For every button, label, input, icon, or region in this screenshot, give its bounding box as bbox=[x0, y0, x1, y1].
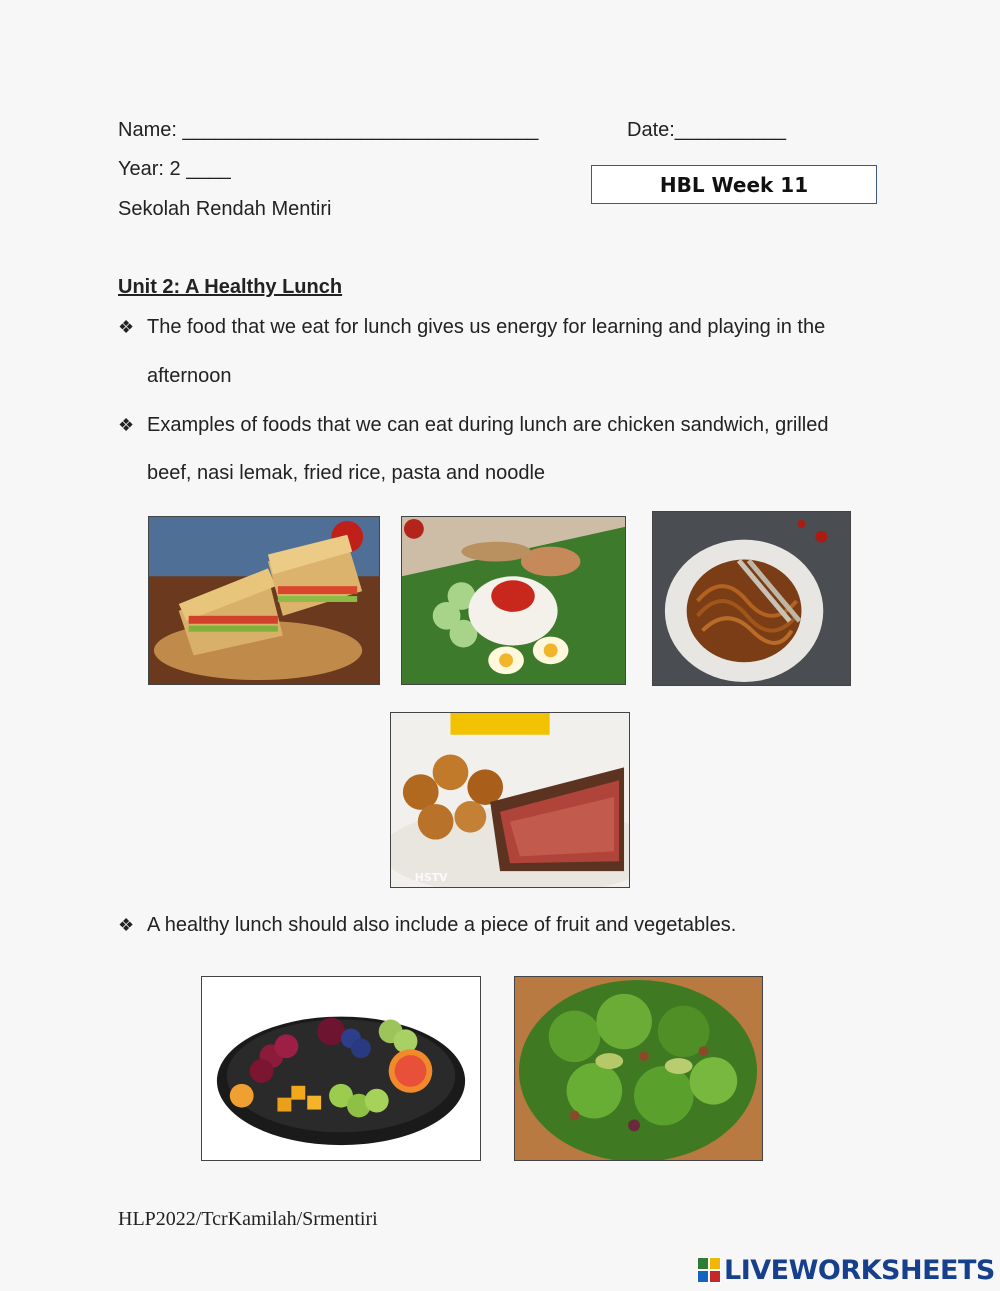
nasi-lemak-photo bbox=[401, 516, 626, 685]
week-box bbox=[591, 165, 877, 204]
bullet-icon: ❖ bbox=[118, 317, 135, 337]
liveworksheets-logo bbox=[697, 1252, 995, 1288]
noodle-photo bbox=[652, 511, 851, 686]
date-line: Date:__________ bbox=[627, 119, 787, 141]
footer-credit: HLP2022/TcrKamilah/Srmentiri bbox=[118, 1208, 378, 1230]
name-line: Name: ________________________________ bbox=[118, 119, 539, 141]
bullet-1-line-1: The food that we eat for lunch gives us energy for learning and playing in the bbox=[147, 316, 826, 338]
watermark-text: HSTV bbox=[414, 871, 448, 885]
chicken-sandwich-photo bbox=[148, 516, 380, 685]
bullet-icon: ❖ bbox=[118, 415, 135, 435]
salad-photo bbox=[514, 976, 763, 1161]
bullet-3-line-1: A healthy lunch should also include a piece of fruit and vegetables. bbox=[147, 914, 737, 936]
year-line: Year: 2 ____ bbox=[118, 158, 231, 180]
unit-title: Unit 2: A Healthy Lunch bbox=[118, 276, 343, 298]
fruit-platter-photo bbox=[201, 976, 481, 1161]
school-name: Sekolah Rendah Mentiri bbox=[118, 198, 332, 220]
brand-name: LIVEWORKSHEETS bbox=[724, 1254, 995, 1286]
bullet-2-line-2: beef, nasi lemak, fried rice, pasta and noodle bbox=[147, 462, 546, 484]
bullet-2-line-1: Examples of foods that we can eat during lunch are chicken sandwich, grilled bbox=[147, 414, 829, 436]
grilled-beef-photo bbox=[390, 712, 630, 888]
liveworksheets-logo-icon bbox=[697, 1257, 721, 1283]
bullet-icon: ❖ bbox=[118, 915, 135, 935]
bullet-1-line-2: afternoon bbox=[147, 365, 232, 387]
week-label: HBL Week 11 bbox=[659, 172, 809, 197]
